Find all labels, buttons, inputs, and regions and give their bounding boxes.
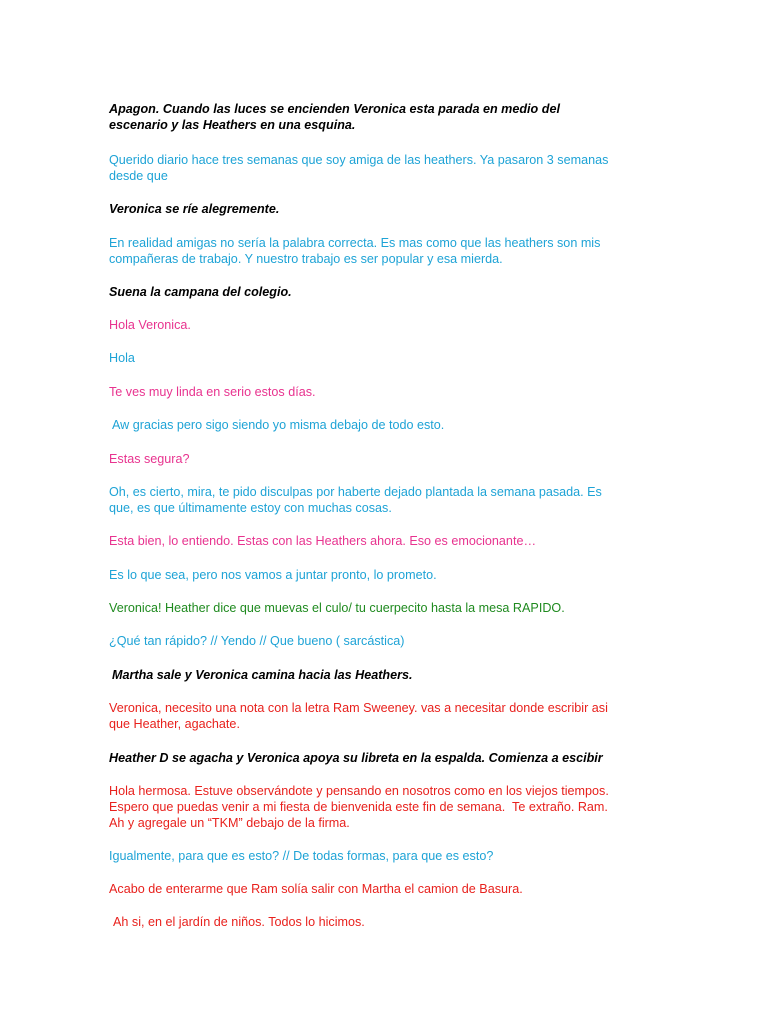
dialogue-heather-note-dictation: Hola hermosa. Estuve observándote y pensando en nosotros como en los viejos tiempos. Espero que puedas venir a mi fiesta de bienvenida este fin de semana. Te extraño. Ram. Ah y agregale un “TKM” debajo de la firma.: [109, 784, 609, 830]
dialogue-martha-sure: Estas segura?: [109, 452, 190, 466]
stage-direction-school-bell: Suena la campana del colegio.: [109, 285, 292, 299]
dialogue-martha-understand: Esta bien, lo entiendo. Estas con las Heathers ahora. Eso es emocionante…: [109, 534, 537, 548]
dialogue-martha-hello: Hola Veronica.: [109, 318, 191, 332]
dialogue-veronica-thanks: Aw gracias pero sigo siendo yo misma debajo de todo esto.: [112, 418, 445, 432]
dialogue-martha-compliment: Te ves muy linda en serio estos días.: [109, 385, 316, 399]
dialogue-veronica-diary: Querido diario hace tres semanas que soy amiga de las heathers. Ya pasaron 3 semanas desde que: [109, 153, 609, 183]
dialogue-veronica-whats-this: Igualmente, para que es esto? // De todas formas, para que es esto?: [109, 849, 494, 863]
dialogue-veronica-promise: Es lo que sea, pero nos vamos a juntar pronto, lo prometo.: [109, 568, 437, 582]
dialogue-heather-note-request: Veronica, necesito una nota con la letra Ram Sweeney. vas a necesitar donde escribir asi que Heather, agachate.: [109, 701, 608, 731]
stage-direction-heather-bends: Heather D se agacha y Veronica apoya su libreta en la espalda. Comienza a escibir: [109, 751, 603, 765]
dialogue-veronica-hello: Hola: [109, 351, 135, 365]
dialogue-veronica-apology: Oh, es cierto, mira, te pido disculpas por haberte dejado plantada la semana pasada. Es que, es que últimamente estoy con muchas cosas.: [109, 485, 602, 515]
stage-direction-veronica-laughs: Veronica se ríe alegremente.: [109, 202, 280, 216]
stage-direction-martha-exits: Martha sale y Veronica camina hacia las Heathers.: [112, 668, 413, 682]
dialogue-heather-kindergarten: Ah si, en el jardín de niños. Todos lo hicimos.: [113, 915, 365, 929]
stage-direction-blackout: Apagon. Cuando las luces se encienden Veronica esta parada en medio del escenario y las Heathers en una esquina.: [109, 102, 560, 132]
dialogue-veronica-going: ¿Qué tan rápido? // Yendo // Que bueno ( sarcástica): [109, 634, 405, 648]
dialogue-heather-ram-martha: Acabo de enterarme que Ram solía salir con Martha el camion de Basura.: [109, 882, 523, 896]
dialogue-heather-summons: Veronica! Heather dice que muevas el culo/ tu cuerpecito hasta la mesa RAPIDO.: [109, 601, 565, 615]
dialogue-veronica-coworkers: En realidad amigas no sería la palabra correcta. Es mas como que las heathers son mis compañeras de trabajo. Y nuestro trabajo es ser popular y esa mierda.: [109, 236, 601, 266]
